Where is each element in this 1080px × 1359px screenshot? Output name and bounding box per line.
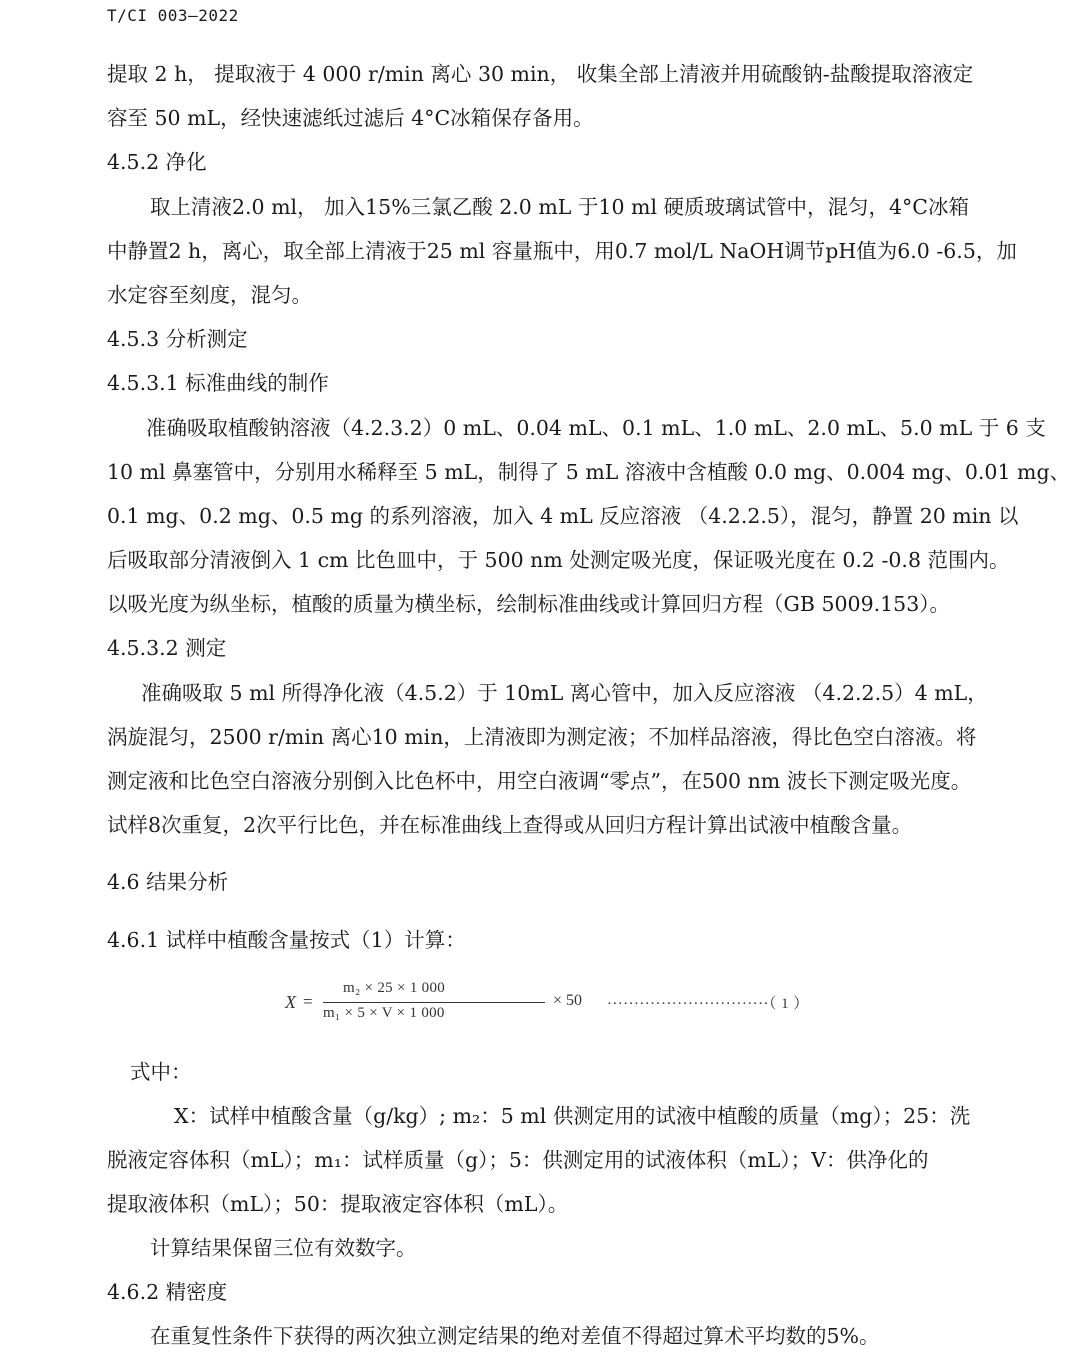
- section-heading-4-6: 4.6 结果分析: [107, 870, 229, 894]
- formula-equals: =: [303, 992, 313, 1011]
- paragraph-line: 涡旋混匀，2500 r/min 离心10 min，上清液即为测定液；不加样品溶液，得比色空白溶液。将: [107, 725, 977, 749]
- paragraph-line: X：试样中植酸含量（g/kg）; m₂：5 ml 供测定用的试液中植酸的质量（mg）；25：洗: [174, 1104, 971, 1128]
- paragraph-line: 容至 50 mL，经快速滤纸过滤后 4°C冰箱保存备用。: [107, 106, 594, 130]
- section-heading-4-6-1: 4.6.1 试样中植酸含量按式（1）计算：: [107, 928, 466, 952]
- formula-multiplier: × 50: [553, 992, 583, 1009]
- standard-code: T/CI 003—2022: [107, 6, 239, 25]
- paragraph-line: 在重复性条件下获得的两次独立测定结果的绝对差值不得超过算术平均数的5%。: [150, 1324, 880, 1348]
- paragraph-line: 准确吸取植酸钠溶液（4.2.3.2）0 mL、0.04 mL、0.1 mL、1.0 mL、2.0 mL、5.0 mL 于 6 支: [146, 416, 1046, 440]
- paragraph-line: 0.1 mg、0.2 mg、0.5 mg 的系列溶液，加入 4 mL 反应溶液 （4.2.2.5），混匀，静置 20 min 以: [107, 504, 1019, 528]
- paragraph-line: 水定容至刻度，混匀。: [107, 283, 312, 307]
- paragraph-line: 后吸取部分清液倒入 1 cm 比色皿中，于 500 nm 处测定吸光度，保证吸光度在 0.2 -0.8 范围内。: [107, 548, 1010, 572]
- section-heading-4-6-2: 4.6.2 精密度: [107, 1280, 228, 1304]
- equation-number: （ 1 ）: [768, 996, 809, 1012]
- paragraph-line: 中静置2 h，离心，取全部上清液于25 ml 容量瓶中，用0.7 mol/L NaOH调节pH值为6.0 -6.5，加: [107, 239, 1017, 263]
- paragraph-line: 准确吸取 5 ml 所得净化液（4.5.2）于 10mL 离心管中，加入反应溶液 （4.2.2.5）4 mL，: [141, 681, 988, 705]
- paragraph-line: 提取 2 h， 提取液于 4 000 r/min 离心 30 min， 收集全部上清液并用硫酸钠-盐酸提取溶液定: [107, 62, 974, 86]
- section-heading-4-5-3: 4.5.3 分析测定: [107, 327, 248, 351]
- formula-number: [607, 992, 809, 1013]
- paragraph-line: 取上清液2.0 ml， 加入15%三氯乙酸 2.0 mL 于10 ml 硬质玻璃试管中，混匀，4°C冰箱: [150, 195, 969, 219]
- paragraph-line: 以吸光度为纵坐标，植酸的质量为横坐标，绘制标准曲线或计算回归方程（GB 5009.153）。: [107, 592, 951, 616]
- paragraph-line: 计算结果保留三位有效数字。: [150, 1236, 417, 1260]
- leader-dots: ······························: [607, 996, 769, 1012]
- section-heading-4-5-2: 4.5.2 净化: [107, 150, 207, 174]
- where-label: 式中：: [130, 1060, 192, 1084]
- fraction-bar: [323, 1002, 545, 1003]
- paragraph-line: 提取液体积（mL）；50：提取液定容体积（mL）。: [107, 1192, 569, 1216]
- paragraph-line: 10 ml 鼻塞管中，分别用水稀释至 5 mL，制得了 5 mL 溶液中含植酸 0.0 mg、0.004 mg、0.01 mg、: [107, 460, 1071, 484]
- paragraph-line: 测定液和比色空白溶液分别倒入比色杯中，用空白液调“零点”，在500 nm 波长下测定吸光度。: [107, 769, 972, 793]
- paragraph-line: 脱液定容体积（mL）；m₁：试样质量（g）；5：供测定用的试液体积（mL）；V：供净化的: [107, 1148, 929, 1172]
- formula-lhs: X: [285, 992, 296, 1012]
- paragraph-line: 试样8次重复，2次平行比色，并在标准曲线上查得或从回归方程计算出试液中植酸含量。: [107, 813, 913, 837]
- section-heading-4-5-3-1: 4.5.3.1 标准曲线的制作: [107, 371, 329, 395]
- formula-numerator: m₂ × 25 × 1 000: [343, 980, 446, 996]
- section-heading-4-5-3-2: 4.5.3.2 测定: [107, 636, 227, 660]
- formula-denominator: m₁ × 5 × V × 1 000: [323, 1005, 445, 1021]
